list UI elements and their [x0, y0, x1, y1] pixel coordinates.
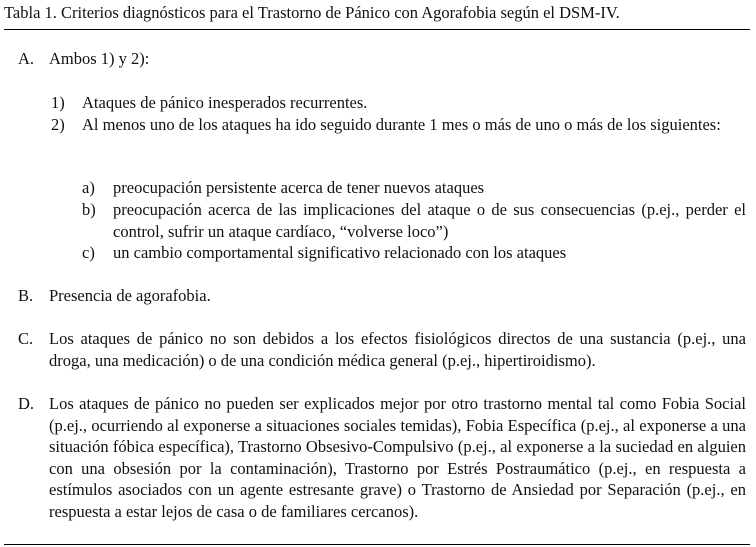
criterion-a-letter: A.	[18, 49, 35, 68]
sub-item-a-marker: a)	[82, 178, 95, 197]
criterion-c-letter: C.	[18, 329, 34, 348]
list-item-2-text: Al menos uno de los ataques ha ido seguido durante 1 mes o más de uno o más de los siguientes:	[82, 115, 721, 134]
criterion-c	[18, 328, 746, 374]
table-caption: Tabla 1. Criterios diagnósticos para el Trastorno de Pánico con Agorafobia según el DSM-IV.	[4, 3, 620, 22]
sub-item-c-text: un cambio comportamental significativo relacionado con los ataques	[113, 243, 567, 262]
criterion-d-text: Los ataques de pánico no pueden ser explicados mejor por otro trastorno mental tal como Fobia Social (p.ej., ocurriendo al exponerse a situaciones sociales temidas), Fobia Específica (p.ej., al exponerse a una situación fóbica específica), Trastorno Obsesivo-Compulsivo (p.ej., al exponerse a la suciedad en alguien con una obsesión por la contaminación), Trastorno por Estrés Postraumático (p.ej., en respuesta a estímulos asociados con un agente estresante grave) o Trastorno de Ansiedad por Separación (p.ej., en respuesta a estar lejos de casa o de familiares cercanos).	[49, 394, 746, 521]
criterion-d-letter: D.	[18, 394, 35, 413]
list-item-2-marker: 2)	[51, 115, 65, 134]
criterion-b-text: Presencia de agorafobia.	[49, 286, 211, 305]
sub-item-b-text: preocupación acerca de las implicaciones del ataque o de sus consecuencias (p.ej., perder el control, sufrir un ataque cardíaco, “volverse loco”)	[113, 200, 746, 241]
criterion-b	[18, 285, 746, 309]
criterion-d	[18, 393, 746, 543]
criterion-a	[18, 48, 746, 278]
sub-item-a-text: preocupación persistente acerca de tener nuevos ataques	[113, 178, 485, 197]
top-rule	[4, 29, 750, 30]
list-item-1-marker: 1)	[51, 93, 65, 112]
sub-item-c-marker: c)	[82, 243, 95, 262]
criterion-a-text: Ambos 1) y 2):	[49, 49, 150, 68]
criterion-b-letter: B.	[18, 286, 34, 305]
sub-item-b-marker: b)	[82, 200, 96, 219]
criterion-c-text: Los ataques de pánico no son debidos a los efectos fisiológicos directos de una sustancia (p.ej., una droga, una medicación) o de una condición médica general (p.ej., hipertiroidismo).	[49, 329, 746, 370]
list-item-1-text: Ataques de pánico inesperados recurrentes.	[82, 93, 368, 112]
bottom-rule	[4, 544, 750, 545]
